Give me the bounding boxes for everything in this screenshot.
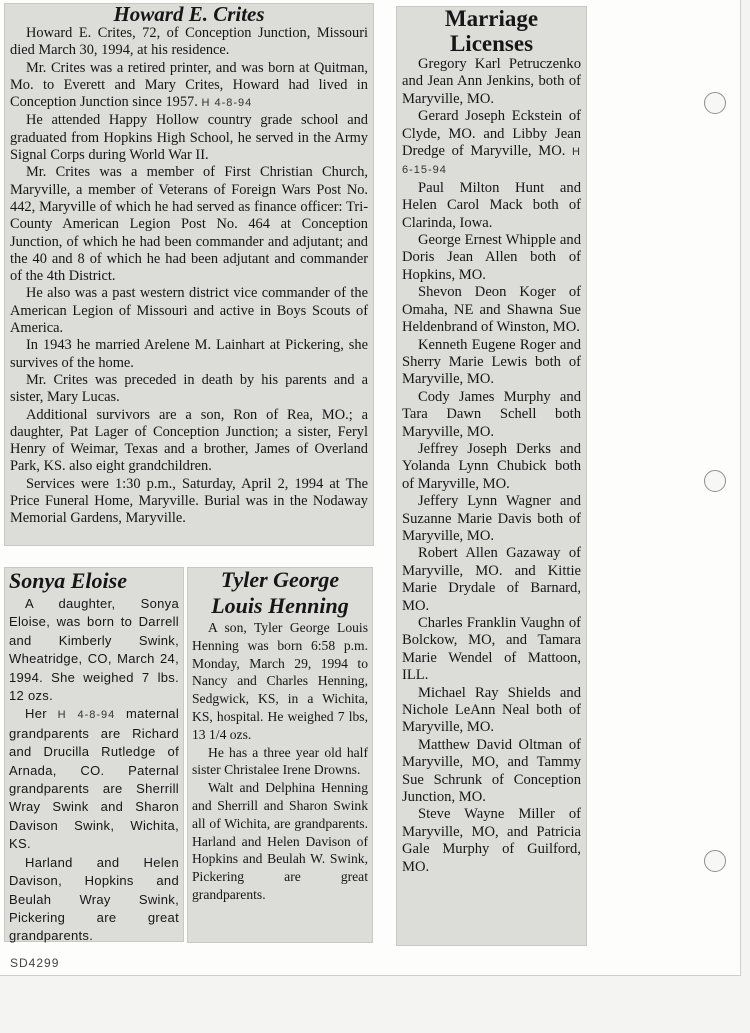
- marriage-entry: George Ernest Whipple and Doris Jean Allen both of Hopkins, MO.: [402, 232, 581, 283]
- handwritten-date: H 6-15-94: [402, 146, 581, 177]
- marriage-title: Marriage Licenses: [444, 6, 539, 56]
- handwritten-date: H 4-8-94: [57, 709, 116, 722]
- marriage-entry: Matthew David Oltman of Maryville, MO, and Tammy Sue Schrunk of Conception Junction, MO.: [402, 736, 581, 806]
- obituary-paragraph: Mr. Crites was a retired printer, and was born at Quitman, Mo. to Everett and Mary Crites, Howard had lived in Conception Junction since 1957. H 4-8-94: [10, 59, 368, 111]
- marriage-entry: Cody James Murphy and Tara Dawn Schell both Maryville, MO.: [402, 388, 581, 440]
- obituary-clipping: [4, 3, 374, 546]
- marriage-entry: Jeffery Lynn Wagner and Suzanne Marie Davis both of Maryville, MO.: [402, 493, 581, 544]
- marriage-entry: Jeffrey Joseph Derks and Yolanda Lynn Chubick both of Maryville, MO.: [402, 440, 581, 492]
- announcement-title: Sonya Eloise: [9, 568, 127, 593]
- binder-hole-middle: [704, 470, 726, 492]
- binder-hole-top: [704, 92, 726, 114]
- obituary-title: Howard E. Crites: [113, 2, 265, 26]
- birth-announcement-tyler: [187, 567, 373, 943]
- marriage-entry: Shevon Deon Koger of Omaha, NE and Shawna Sue Heldenbrand of Winston, MO.: [402, 284, 581, 336]
- archive-stamp: SD4299: [10, 956, 60, 970]
- announcement-paragraph: He has a three year old half sister Christalee Irene Drowns.: [192, 744, 368, 778]
- obituary-paragraph: Mr. Crites was preceded in death by his parents and a sister, Mary Lucas.: [10, 371, 368, 406]
- obituary-paragraph: Mr. Crites was a member of First Christian Church, Maryville, a member of Veterans of Foreign Wars Post No. 442, Maryville of which he had served as finance officer: Tri-County American Legion Post No. 464 at Conception Junction, of which he had been commander and adjutant; and the 40 and 8 of which he had been adjutant and commander of the 4th District.: [10, 164, 368, 285]
- obituary-paragraph: He attended Happy Hollow country grade school and graduated from Hopkins High School, he served in the Army Signal Corps during World War II.: [10, 112, 368, 164]
- obituary-paragraph: Howard E. Crites, 72, of Conception Junction, Missouri died March 30, 1994, at his residence.: [10, 25, 368, 59]
- announcement-paragraph: Harland and Helen Davison, Hopkins and Beulah Wray Swink, Pickering are great grandparents.: [9, 854, 179, 944]
- obituary-paragraph: Additional survivors are a son, Ron of Rea, MO.; a daughter, Pat Lager of Conception Junction; a sister, Feryl Henry of Weimar, Texas and a brother, James of Overland Park, KS. also eight grandchildren.: [10, 406, 368, 475]
- marriage-entry: Gregory Karl Petruczenko and Jean Ann Jenkins, both of Maryville, MO.: [402, 56, 581, 107]
- marriage-entry: Steve Wayne Miller of Maryville, MO, and Patricia Gale Murphy of Guilford, MO.: [402, 806, 581, 875]
- announcement-paragraph: A son, Tyler George Louis Henning was born 6:58 p.m. Monday, March 29, 1994 to Nancy and Charles Henning, Sedgwick, KS, in a Wichita, KS, hospital. He weighed 7 lbs, 13 1/4 ozs.: [192, 620, 368, 742]
- obituary-paragraph: Services were 1:30 p.m., Saturday, April 2, 1994 at The Price Funeral Home, Maryville. Burial was in the Nodaway Memorial Gardens, Maryville.: [10, 475, 368, 527]
- announcement-paragraph: Walt and Delphina Henning and Sherrill and Sharon Swink all of Wichita, are grandparents. Harland and Helen Davison of Hopkins and Beulah W. Swink, Pickering are great grandparents.: [192, 780, 368, 902]
- announcement-paragraph: Her H 4-8-94 maternal grandparents are Richard and Drucilla Rutledge of Arnada, CO. Paternal grandparents are Sherrill Wray Swink and Sharon Davison Swink, Wichita, KS.: [9, 706, 180, 852]
- marriage-entry: Robert Allen Gazaway of Maryville, MO. and Kittie Marie Drydale of Barnard, MO.: [402, 545, 581, 614]
- announcement-title: Tyler George Louis Henning: [211, 567, 349, 618]
- marriage-entry: Charles Franklin Vaughn of Bolckow, MO, and Tamara Marie Wendel of Mattoon, ILL.: [402, 615, 581, 684]
- announcement-paragraph: A daughter, Sonya Eloise, was born to Darrell and Kimberly Swink, Wheatridge, CO, March 24, 1994. She weighed 7 lbs. 12 ozs.: [9, 596, 179, 704]
- binder-hole-bottom: [704, 850, 726, 872]
- obituary-paragraph: In 1943 he married Arelene M. Lainhart at Pickering, she survives of the home.: [10, 337, 368, 371]
- marriage-entry: Paul Milton Hunt and Helen Carol Mack both of Clarinda, Iowa.: [402, 179, 581, 231]
- obituary-paragraph: He also was a past western district vice commander of the American Legion of Missouri and active in Boys Scouts of America.: [10, 285, 368, 337]
- marriage-entry: Gerard Joseph Eckstein of Clyde, MO. and Libby Jean Dredge of Maryville, MO. H 6-15-94: [402, 108, 581, 177]
- marriage-entry: Michael Ray Shields and Nichole LeAnn Neal both of Maryville, MO.: [402, 684, 581, 736]
- marriage-licenses-clipping: [396, 6, 587, 946]
- birth-announcement-sonya: [4, 567, 184, 942]
- handwritten-date: H 4-8-94: [201, 97, 253, 110]
- marriage-entry: Kenneth Eugene Roger and Sherry Marie Lewis both of Maryville, MO.: [402, 336, 581, 388]
